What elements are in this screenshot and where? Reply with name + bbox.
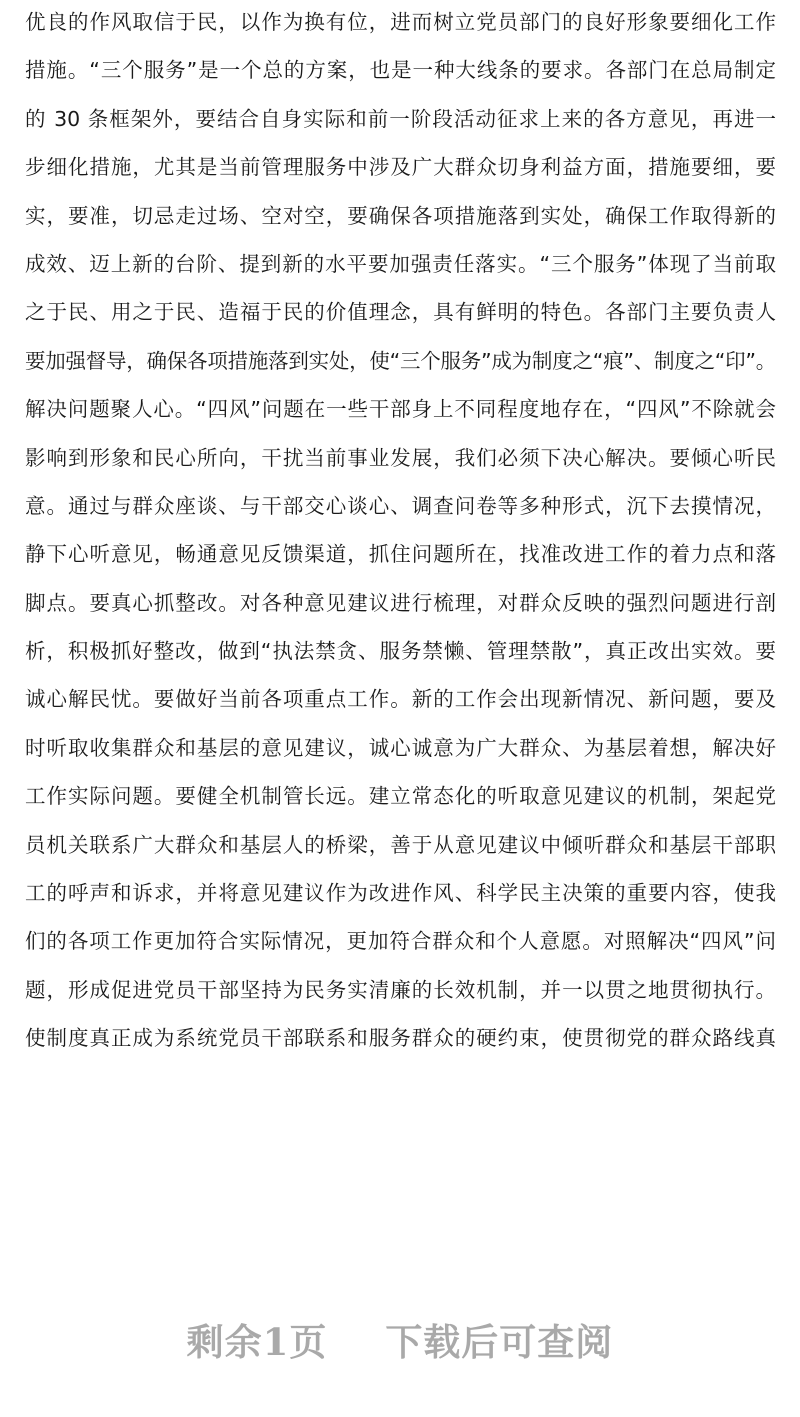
download-hint-label: 下载后可查阅 <box>385 1320 614 1364</box>
text-line: 脚点。要真心抓整改。对各种意见建议进行梳理，对群众反映的强烈问题进行剖 <box>25 590 776 615</box>
text-line: 影响到形象和民心所向，干扰当前事业发展，我们必须下决心解决。要倾心听民 <box>25 445 776 470</box>
text-line: 优良的作风取信于民，以作为换有位，进而树立党员部门的良好形象要细化工作 <box>25 10 776 34</box>
text-line: 工作实际问题。要健全机制管长远。建立常态化的听取意见建议的机制，架起党 <box>25 784 776 809</box>
text-line: 工的呼声和诉求，并将意见建议作为改进作风、科学民主决策的重要内容，使我 <box>25 881 776 906</box>
text-line: 之于民、用之于民、造福于民的价值理念，具有鲜明的特色。各部门主要负责人 <box>25 300 776 325</box>
text-line: 静下心听意见，畅通意见反馈渠道，抓住问题所在，找准改进工作的着力点和落 <box>25 542 776 567</box>
text-line: 使制度真正成为系统党员干部联系和服务群众的硬约束，使贯彻党的群众路线真 <box>25 1026 776 1051</box>
text-line: 时听取收集群众和基层的意见建议，诚心诚意为广大群众、为基层着想，解决好 <box>25 735 776 760</box>
text-line: 实，要准，切忌走过场、空对空，要确保各项措施落到实处，确保工作取得新的 <box>25 203 776 228</box>
text-line: 要加强督导，确保各项措施落到实处，使“三个服务”成为制度之“痕”、制度之“印”。 <box>25 348 776 373</box>
download-prompt[interactable] <box>0 1312 800 1366</box>
text-line: 成效、迈上新的台阶、提到新的水平要加强责任落实。“三个服务”体现了当前取 <box>25 251 776 276</box>
text-line: 措施。“三个服务”是一个总的方案，也是一种大线条的要求。各部门在总局制定 <box>25 58 776 83</box>
text-line: 的 30 条框架外，要结合自身实际和前一阶段活动征求上来的各方意见，再进一 <box>25 106 776 131</box>
text-line: 们的各项工作更加符合实际情况，更加符合群众和个人意愿。对照解决“四风”问 <box>25 929 776 954</box>
text-line: 诚心解民忧。要做好当前各项重点工作。新的工作会出现新情况、新问题，要及 <box>25 687 776 712</box>
document-body <box>25 2 776 1067</box>
text-line: 步细化措施，尤其是当前管理服务中涉及广大群众切身利益方面，措施要细，要 <box>25 155 776 180</box>
text-line: 析，积极抓好整改，做到“执法禁贪、服务禁懒、管理禁散”，真正改出实效。要 <box>25 639 776 664</box>
text-line: 解决问题聚人心。“四风”问题在一些干部身上不同程度地存在，“四风”不除就会 <box>25 397 776 422</box>
text-line: 题，形成促进党员干部坚持为民务实清廉的长效机制，并一以贯之地贯彻执行。 <box>25 977 776 1002</box>
remaining-pages-label: 剩余1页 <box>186 1320 328 1364</box>
text-line: 意。通过与群众座谈、与干部交心谈心、调查问卷等多种形式，沉下去摸情况， <box>25 493 776 518</box>
text-line: 员机关联系广大群众和基层人的桥梁，善于从意见建议中倾听群众和基层干部职 <box>25 832 776 857</box>
